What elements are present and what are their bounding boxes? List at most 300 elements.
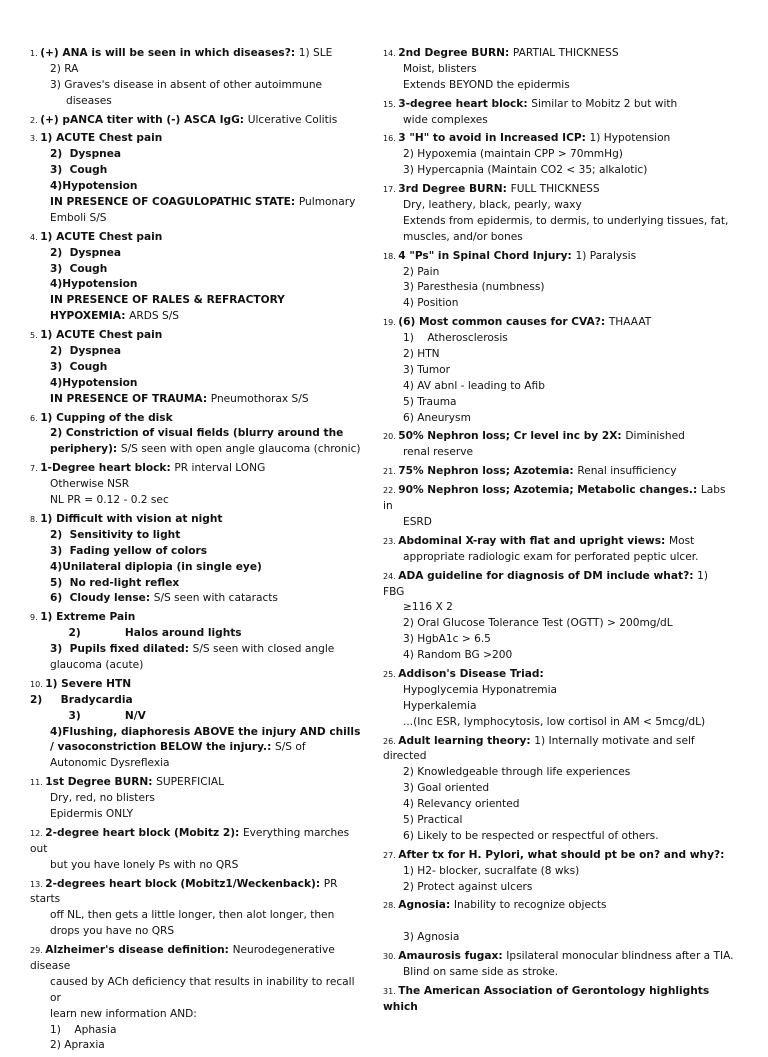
right-column [383, 46, 735, 1019]
note-line [383, 765, 735, 781]
bold-text: 3) N/V [50, 709, 146, 722]
bold-text: 1) Cupping of the disk [40, 411, 173, 424]
note-line [383, 429, 735, 445]
bold-text: 2-degree heart block (Mobitz 2): [45, 826, 243, 839]
item-number: 28. [383, 901, 399, 911]
bold-text: 3 "H" to avoid in Increased ICP: [398, 132, 590, 145]
body-text: Hypoglycemia Hyponatremia [403, 683, 558, 696]
note-line [30, 293, 368, 309]
bold-text: Agnosia: [398, 899, 454, 912]
body-text: off NL, then gets a little longer, then alot longer, then [50, 909, 335, 922]
bold-text: 4 "Ps" in Spinal Chord Injury: [398, 249, 576, 262]
note-line [383, 249, 735, 265]
note-line [30, 560, 368, 576]
body-text: PARTIAL THICKNESS [512, 47, 619, 59]
item-number: 3. [30, 134, 41, 144]
note-line [383, 930, 735, 946]
note-line [30, 725, 368, 741]
item-number: 4. [30, 232, 41, 242]
note-line [383, 46, 735, 62]
body-text: Hyperkalemia [403, 699, 477, 712]
body-text: 2) Protect against ulcers [403, 880, 533, 893]
body-text: 3) Goal oriented [403, 782, 490, 795]
note-line [383, 797, 735, 813]
note-item [30, 943, 368, 1054]
bold-text: which [383, 1000, 418, 1013]
bold-text: 2nd Degree BURN: [398, 47, 513, 59]
note-line [383, 984, 735, 1000]
item-number: 7. [30, 464, 41, 474]
item-number: 8. [30, 514, 41, 524]
body-text: 2) Pain [403, 265, 440, 278]
body-text: Emboli S/S [50, 211, 107, 224]
body-text: Ipsilateral monocular blindness after a TIA. [506, 950, 734, 963]
note-item [383, 429, 735, 461]
bold-text: 1) ACUTE Chest pain [40, 132, 163, 145]
body-text: but you have lonely Ps with no QRS [50, 858, 239, 871]
bold-text: 2-degrees heart block (Mobitz1/Weckenback): [45, 877, 324, 890]
note-line [383, 464, 735, 480]
note-line [30, 328, 368, 344]
note-line [30, 179, 368, 195]
body-text: FBG [383, 585, 405, 598]
note-line [30, 477, 368, 493]
body-text: 5) Trauma [403, 395, 457, 408]
body-text: Renal insufficiency [577, 465, 677, 478]
note-item [383, 949, 735, 981]
body-text: S/S seen with closed angle [192, 643, 335, 656]
note-line [383, 550, 735, 566]
body-text: 2) Oral Glucose Tolerance Test (OGTT) > 200mg/dL [403, 617, 673, 630]
body-text: Moist, blisters [403, 62, 477, 75]
note-line [383, 198, 735, 214]
bold-text: (6) Most common causes for CVA?: [398, 316, 609, 329]
bold-text: 3rd Degree BURN: [398, 183, 511, 196]
item-number: 27. [383, 850, 399, 860]
body-text: Dry, leathery, black, pearly, waxy [403, 199, 582, 212]
body-text: NL PR = 0.12 - 0.2 sec [50, 494, 169, 507]
bold-text: 4)Hypotension [50, 180, 138, 193]
note-line [30, 858, 368, 874]
bold-text: (+) pANCA titer with (-) ASCA IgG: [40, 113, 248, 126]
item-number: 18. [383, 251, 399, 261]
note-line [383, 534, 735, 550]
item-number: 6. [30, 413, 41, 423]
body-text: THAAAT [608, 316, 652, 329]
note-line [383, 445, 735, 461]
body-text: ≥116 X 2 [403, 601, 453, 614]
bold-text: HYPOXEMIA: [50, 310, 130, 323]
note-line [30, 262, 368, 278]
note-line [383, 214, 735, 230]
note-line [383, 632, 735, 648]
bold-text: 1st Degree BURN: [45, 776, 157, 789]
body-text: SUPERFICIAL [156, 776, 224, 789]
note-line [383, 97, 735, 113]
body-text: Inability to recognize objects [453, 899, 607, 912]
body-text: 6) Aneurysm [403, 411, 471, 424]
body-text: 2) Apraxia [50, 1039, 105, 1052]
note-item [383, 249, 735, 313]
note-item [30, 610, 368, 674]
note-line [30, 46, 368, 62]
item-number: 17. [383, 185, 399, 195]
body-text: wide complexes [403, 113, 488, 126]
body-text: Most [668, 534, 695, 547]
item-number: 22. [383, 486, 399, 496]
body-text: 3) Paresthesia (numbness) [403, 281, 545, 294]
bold-text: 2) Halos around lights [50, 627, 242, 640]
body-text: Dry, red, no blisters [50, 792, 155, 805]
note-line [383, 395, 735, 411]
item-number: 2. [30, 115, 41, 125]
note-line [383, 829, 735, 845]
body-text: 1) Paralysis [575, 249, 637, 262]
bold-text: 1) ACUTE Chest pain [40, 230, 163, 243]
note-line [30, 442, 368, 458]
note-line [30, 246, 368, 262]
body-text: Similar to Mobitz 2 but with [531, 97, 678, 110]
note-line [30, 113, 368, 129]
body-text: 3) Hypercapnia (Maintain CO2 < 35; alkalotic) [403, 164, 648, 177]
body-text: 6) Likely to be respected or respectful of others. [403, 829, 659, 842]
note-line [30, 147, 368, 163]
note-item [383, 667, 735, 731]
note-line [383, 1000, 735, 1016]
bold-text: Abdominal X-ray with flat and upright views: [398, 534, 669, 547]
bold-text: Alzheimer's disease definition: [45, 944, 233, 957]
note-line [383, 813, 735, 829]
bold-text: 1-Degree heart block: [40, 462, 175, 475]
body-text: Diminished [625, 430, 685, 443]
note-line [30, 1038, 368, 1054]
note-line [30, 544, 368, 560]
body-text: Everything marches out [30, 826, 353, 855]
note-line [30, 376, 368, 392]
note-line [383, 280, 735, 296]
body-text: FULL THICKNESS [510, 183, 600, 196]
item-number: 12. [30, 828, 46, 838]
body-text: 3) Graves's disease in absent of other autoimmune [50, 78, 323, 91]
note-line [383, 600, 735, 616]
note-line [30, 163, 368, 179]
item-number: 11. [30, 778, 46, 788]
note-item [383, 315, 735, 426]
note-line [383, 363, 735, 379]
note-item [30, 775, 368, 823]
note-line [30, 211, 368, 227]
note-line [383, 585, 735, 601]
note-line [383, 347, 735, 363]
note-item [30, 46, 368, 110]
note-line [383, 749, 735, 765]
note-line [30, 131, 368, 147]
note-line [383, 62, 735, 78]
note-item [30, 461, 368, 509]
note-line [30, 230, 368, 246]
note-line [30, 626, 368, 642]
note-line [30, 642, 368, 658]
note-item [383, 984, 735, 1016]
body-text: 4) AV abnl - leading to Afib [403, 379, 545, 392]
bold-text: ADA guideline for diagnosis of DM include what?: [398, 569, 698, 582]
note-line [383, 296, 735, 312]
bold-text: 3) Fading yellow of colors [50, 544, 208, 557]
bold-text: 4)Hypotension [50, 376, 138, 389]
item-number: 23. [383, 536, 399, 546]
note-line [383, 182, 735, 198]
bold-text: 1) Severe HTN [45, 677, 132, 690]
note-item [30, 411, 368, 459]
item-number: 13. [30, 879, 46, 889]
item-number: 10. [30, 679, 46, 689]
body-text: 2) Knowledgeable through life experiences [403, 766, 631, 779]
note-line [30, 975, 368, 1007]
bold-text: After tx for H. Pylori, what should pt be on? and why?: [398, 848, 725, 861]
note-line [30, 195, 368, 211]
note-item [383, 483, 735, 531]
bold-text: 1) Extreme Pain [40, 611, 136, 624]
note-line [383, 898, 735, 914]
note-line [30, 775, 368, 791]
note-line [383, 683, 735, 699]
body-text: 3) Tumor [403, 363, 450, 376]
item-number: 26. [383, 736, 399, 746]
bold-text: 1) Difficult with vision at night [40, 512, 223, 525]
note-line [383, 379, 735, 395]
bold-text: 50% Nephron loss; Cr level inc by 2X: [398, 430, 626, 443]
note-line [30, 62, 368, 78]
item-number: 16. [383, 134, 399, 144]
item-number: 25. [383, 669, 399, 679]
note-line [383, 848, 735, 864]
item-number: 15. [383, 99, 399, 109]
bold-text: 90% Nephron loss; Azotemia; Metabolic changes.: [398, 484, 701, 497]
note-item [30, 131, 368, 226]
body-text: 1) Hypotension [589, 132, 671, 145]
body-text: 1) Atherosclerosis [403, 332, 508, 345]
body-text: 2) Hypoxemia (maintain CPP > 70mmHg) [403, 148, 623, 161]
bold-text: 3) Pupils fixed dilated: [50, 643, 193, 656]
note-line [383, 667, 735, 683]
body-text: Blind on same side as stroke. [403, 965, 559, 978]
body-text: 1) [697, 569, 709, 582]
body-text: Extends from epidermis, to dermis, to underlying tissues, fat, [403, 214, 729, 227]
note-line [383, 163, 735, 179]
note-line [383, 949, 735, 965]
note-line [30, 94, 368, 110]
bold-text: 5) No red-light reflex [50, 576, 180, 589]
note-line [383, 648, 735, 664]
bold-text: IN PRESENCE OF TRAUMA: [50, 392, 211, 405]
note-line [30, 943, 368, 975]
note-item [383, 131, 735, 179]
body-text: ARDS S/S [129, 310, 180, 323]
item-number: 31. [383, 986, 399, 996]
item-number: 9. [30, 613, 41, 623]
body-text: 5) Practical [403, 813, 463, 826]
note-item [30, 877, 368, 941]
body-text: S/S of [275, 741, 306, 754]
bold-text: 3) Cough [50, 164, 108, 177]
item-number: 24. [383, 571, 399, 581]
note-line [383, 131, 735, 147]
note-item [30, 677, 368, 772]
body-text: 1) H2- blocker, sucralfate (8 wks) [403, 864, 580, 877]
body-text: PR starts [30, 877, 341, 906]
note-item [383, 534, 735, 566]
bold-text: 1) ACUTE Chest pain [40, 329, 163, 342]
body-text: Extends BEYOND the epidermis [403, 78, 570, 91]
note-line [383, 230, 735, 246]
note-line [30, 277, 368, 293]
note-line [30, 309, 368, 325]
body-text: 1) SLE [298, 47, 333, 59]
bold-text: 3) Cough [50, 262, 108, 275]
note-item [383, 898, 735, 946]
body-text: renal reserve [403, 446, 473, 459]
note-line [383, 699, 735, 715]
body-text: muscles, and/or bones [403, 230, 523, 243]
note-line [30, 756, 368, 772]
note-line [30, 392, 368, 408]
body-text: 3) HgbA1c > 6.5 [403, 633, 491, 646]
note-line [383, 734, 735, 750]
body-text: S/S seen with open angle glaucoma (chronic) [120, 443, 361, 456]
body-text: S/S seen with cataracts [153, 592, 278, 605]
note-line [30, 344, 368, 360]
note-line [30, 591, 368, 607]
note-line [30, 877, 368, 909]
note-item [30, 113, 368, 129]
note-line [30, 610, 368, 626]
body-text: 4) Random BG >200 [403, 649, 513, 662]
bold-text: IN PRESENCE OF COAGULOPATHIC STATE: [50, 196, 299, 209]
body-text: Neurodegenerative disease [30, 944, 339, 972]
bold-text: 2) Constriction of visual fields (blurry around the [50, 427, 344, 440]
note-line [383, 515, 735, 531]
body-text [383, 915, 386, 927]
body-text: Epidermis ONLY [50, 807, 134, 820]
note-item [383, 46, 735, 94]
body-text: 1) Internally motivate and self [534, 734, 695, 747]
note-line [30, 512, 368, 528]
note-line [383, 483, 735, 515]
bold-text: periphery): [50, 443, 121, 456]
bold-text: Adult learning theory: [398, 734, 535, 747]
note-line [30, 426, 368, 442]
note-item [383, 182, 735, 246]
bold-text: The American Association of Gerontology highlights [398, 984, 710, 997]
note-line [30, 1023, 368, 1039]
bold-text: (+) ANA is will be seen in which diseases?: [40, 47, 299, 59]
body-text: Labs in [383, 484, 729, 513]
bold-text: 3-degree heart block: [398, 97, 532, 110]
body-text: Pneumothorax S/S [210, 392, 309, 405]
bold-text: 2) Dyspnea [50, 246, 122, 259]
item-number: 5. [30, 331, 41, 341]
note-line [383, 781, 735, 797]
body-text: 2) RA [50, 62, 79, 75]
bold-text: 4)Hypotension [50, 278, 138, 291]
item-number: 20. [383, 432, 399, 442]
note-item [30, 826, 368, 874]
bold-text: 2) Dyspnea [50, 345, 122, 358]
bold-text: 3) Cough [50, 360, 108, 373]
note-line [30, 493, 368, 509]
body-text: ...(Inc ESR, lymphocytosis, low cortisol in AM < 5mcg/dL) [403, 715, 706, 728]
body-text: directed [383, 750, 427, 763]
note-line [30, 411, 368, 427]
note-item [30, 512, 368, 607]
body-text: 3) Agnosia [403, 931, 460, 944]
item-number: 14. [383, 49, 399, 58]
note-item [383, 464, 735, 480]
note-line [30, 791, 368, 807]
body-text: Otherwise NSR [50, 478, 130, 491]
note-line [383, 411, 735, 427]
note-line [30, 528, 368, 544]
note-item [383, 97, 735, 129]
note-line [30, 677, 368, 693]
item-number: 29. [30, 946, 46, 956]
body-text: caused by ACh deficiency that results in inability to recall or [50, 975, 358, 1004]
body-text: 2) HTN [403, 348, 440, 361]
note-line [30, 461, 368, 477]
item-number: 21. [383, 467, 399, 477]
bold-text: 2) Bradycardia [30, 693, 133, 706]
body-text: diseases [66, 94, 112, 107]
body-text: Autonomic Dysreflexia [50, 757, 170, 770]
note-item [383, 569, 735, 664]
bold-text: 6) Cloudy lense: [50, 592, 154, 605]
bold-text: 4)Flushing, diaphoresis ABOVE the injury AND chills [50, 725, 361, 738]
note-line [30, 908, 368, 924]
body-text: ESRD [403, 515, 432, 528]
item-number: 19. [383, 318, 399, 328]
note-line [30, 709, 368, 725]
note-line [383, 315, 735, 331]
body-text: glaucoma (acute) [50, 658, 144, 671]
note-line [30, 740, 368, 756]
note-line [383, 864, 735, 880]
note-item [30, 230, 368, 325]
note-line [30, 78, 368, 94]
body-text: PR interval LONG [174, 462, 266, 475]
body-text: Pulmonary [298, 196, 356, 209]
note-line [383, 914, 735, 930]
body-text: drops you have no QRS [50, 925, 175, 938]
note-line [383, 715, 735, 731]
note-line [383, 147, 735, 163]
bold-text: 4)Unilateral diplopia (in single eye) [50, 560, 262, 573]
left-column [30, 46, 368, 1057]
body-text: Ulcerative Colitis [247, 113, 338, 126]
bold-text: 2) Sensitivity to light [50, 528, 181, 541]
note-line [383, 880, 735, 896]
bold-text: IN PRESENCE OF RALES & REFRACTORY [50, 294, 285, 307]
note-line [30, 576, 368, 592]
body-text: learn new information AND: [50, 1007, 197, 1020]
note-line [383, 331, 735, 347]
note-line [383, 569, 735, 585]
bold-text: 75% Nephron loss; Azotemia: [398, 465, 578, 478]
body-text: 4) Position [403, 297, 459, 310]
note-line [30, 826, 368, 858]
body-text: appropriate radiologic exam for perforated peptic ulcer. [403, 550, 699, 563]
note-line [383, 265, 735, 281]
note-line [30, 693, 368, 709]
